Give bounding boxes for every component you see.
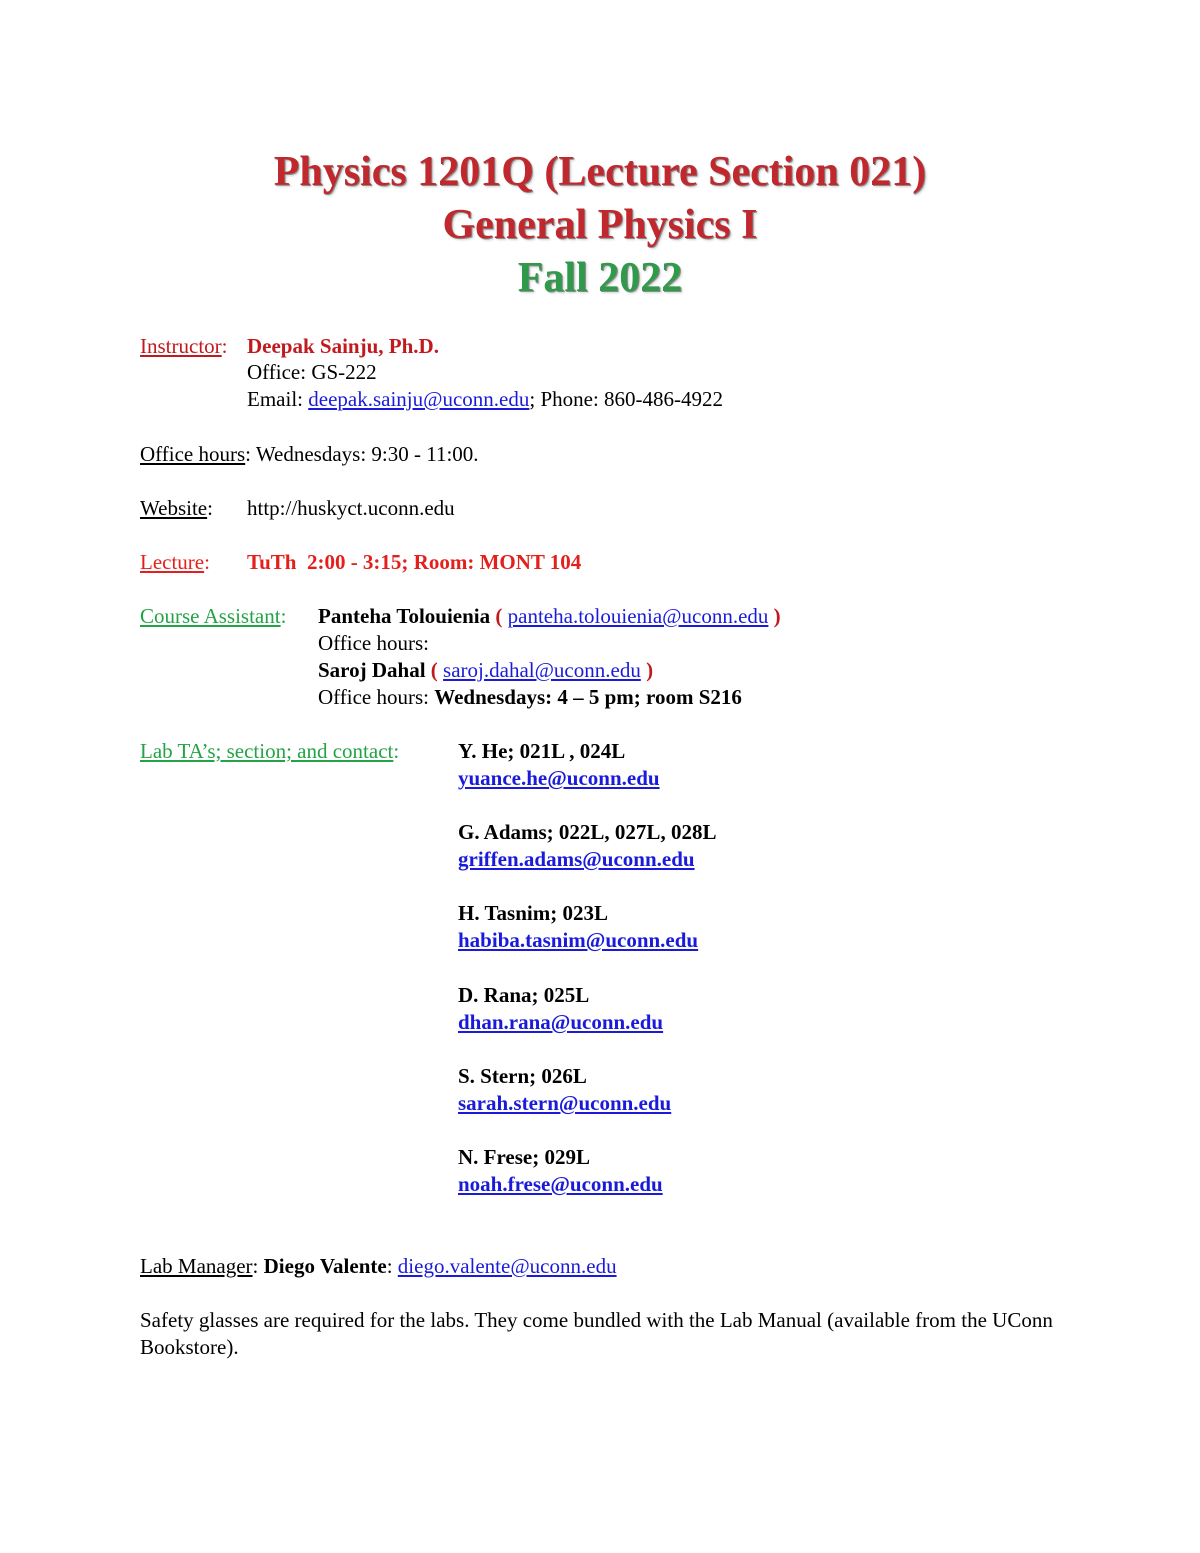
lab-ta-name: S. Stern; 026L bbox=[458, 1064, 587, 1088]
lecture-schedule: TuTh 2:00 - 3:15; Room: MONT 104 bbox=[247, 550, 582, 574]
lab-ta-name: N. Frese; 029L bbox=[458, 1145, 590, 1169]
instructor-email-link[interactable]: deepak.sainju@uconn.edu bbox=[308, 387, 530, 411]
office-hours-row: Office hours: Wednesdays: 9:30 - 11:00. bbox=[140, 442, 479, 466]
lab-tas-label-row: Lab TA’s; section; and contact: bbox=[140, 739, 400, 763]
website-url: http://huskyct.uconn.edu bbox=[247, 496, 455, 520]
instructor-label: Instructor bbox=[140, 334, 222, 358]
ca1-office-hours: Office hours: bbox=[318, 631, 429, 655]
course-subtitle: General Physics I bbox=[442, 202, 758, 248]
ca2-office-hours: Office hours: Wednesdays: 4 – 5 pm; room S216 bbox=[318, 685, 742, 709]
instructor-name: Deepak Sainju, Ph.D. bbox=[247, 334, 439, 358]
ca2-office-hours-value: Wednesdays: 4 – 5 pm; room S216 bbox=[434, 685, 742, 709]
course-assistant-label-row: Course Assistant: bbox=[140, 604, 287, 628]
lab-ta-name: Y. He; 021L , 024L bbox=[458, 739, 626, 763]
ca2-name: Saroj Dahal bbox=[318, 658, 426, 682]
office-hours-label: Office hours bbox=[140, 442, 246, 466]
lab-ta-email-link[interactable]: habiba.tasnim@uconn.edu bbox=[458, 928, 699, 952]
lab-manager-label: Lab Manager bbox=[140, 1254, 253, 1278]
website-label-row: Website: bbox=[140, 496, 213, 520]
office-hours-value: Wednesdays: 9:30 - 11:00. bbox=[255, 442, 479, 466]
lab-ta-email-link[interactable]: griffen.adams@uconn.edu bbox=[458, 847, 695, 871]
lab-ta-name: H. Tasnim; 023L bbox=[458, 901, 608, 925]
instructor-phone: ; Phone: 860-486-4922 bbox=[529, 387, 724, 411]
safety-note: Safety glasses are required for the labs. They come bundled with the Lab Manual (available from the UConn Bookstore). bbox=[140, 1308, 1053, 1359]
instructor-office: Office: GS-222 bbox=[247, 360, 377, 384]
ca1-name: Panteha Tolouienia bbox=[318, 604, 491, 628]
course-assistant-label: Course Assistant bbox=[140, 604, 281, 628]
website-label: Website bbox=[140, 496, 208, 520]
lab-ta-email-link[interactable]: noah.frese@uconn.edu bbox=[458, 1172, 663, 1196]
ca2-row: Saroj Dahal ( saroj.dahal@uconn.edu ) bbox=[318, 658, 654, 682]
lecture-label: Lecture bbox=[140, 550, 205, 574]
lab-ta-name: D. Rana; 025L bbox=[458, 983, 590, 1007]
lab-ta-email-link[interactable]: dhan.rana@uconn.edu bbox=[458, 1010, 664, 1034]
term-title: Fall 2022 bbox=[517, 255, 683, 301]
ca1-email-link[interactable]: panteha.tolouienia@uconn.edu bbox=[507, 604, 769, 628]
ca1-row: Panteha Tolouienia ( panteha.tolouienia@uconn.edu ) bbox=[318, 604, 781, 628]
instructor-label-row: Instructor: bbox=[140, 334, 228, 358]
lab-manager-name: Diego Valente bbox=[263, 1254, 387, 1278]
lab-tas-label: Lab TA’s; section; and contact bbox=[140, 739, 394, 763]
instructor-contact bbox=[247, 386, 723, 412]
course-title: Physics 1201Q (Lecture Section 021) bbox=[273, 149, 927, 195]
lab-manager-row: Lab Manager: Diego Valente: diego.valente@uconn.edu bbox=[140, 1254, 617, 1278]
lab-ta-name: G. Adams; 022L, 027L, 028L bbox=[458, 820, 717, 844]
ca2-email-link[interactable]: saroj.dahal@uconn.edu bbox=[443, 658, 641, 682]
lab-manager-email-link[interactable]: diego.valente@uconn.edu bbox=[397, 1254, 617, 1278]
lecture-label-row: Lecture: bbox=[140, 550, 210, 574]
lab-ta-email-link[interactable]: yuance.he@uconn.edu bbox=[458, 766, 660, 790]
email-prefix: Email: bbox=[247, 387, 309, 411]
lab-ta-email-link[interactable]: sarah.stern@uconn.edu bbox=[458, 1091, 672, 1115]
